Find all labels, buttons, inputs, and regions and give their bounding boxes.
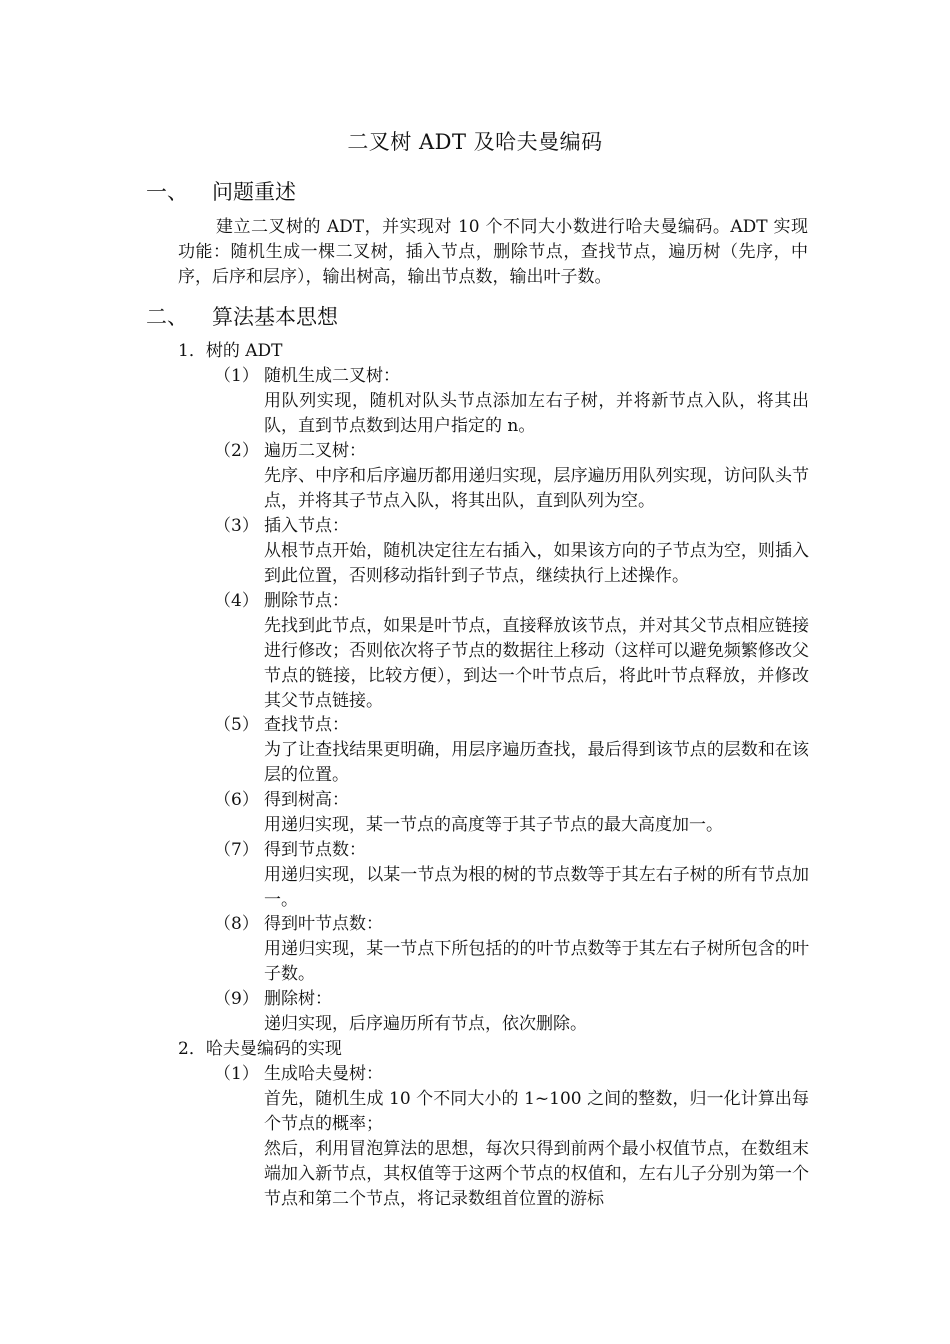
item-body: 递归实现，后序遍历所有节点，依次删除。 bbox=[264, 1014, 587, 1034]
item-number: （1） bbox=[214, 366, 259, 386]
item-body: 用递归实现，以某一节点为根的树的节点数等于其左右子树的所有节点加一。 bbox=[264, 865, 809, 910]
item-heading: 得到树高： bbox=[264, 790, 349, 810]
item-heading: 生成哈夫曼树： bbox=[264, 1064, 383, 1084]
item-number: （9） bbox=[214, 989, 259, 1009]
problem-statement-paragraph: 建立二叉树的 ADT，并实现对 10 个不同大小数进行哈夫曼编码。ADT 实现功能：随机生成一棵二叉树，插入节点，删除节点，查找节点，遍历树（先序，中序，后序和层序），输出树高，输出节点数，输出叶子数。 bbox=[178, 217, 808, 287]
item-body-paragraph: 首先，随机生成 10 个不同大小的 1~100 之间的整数，归一化计算出每个节点的概率； bbox=[264, 1089, 809, 1134]
item-number: （7） bbox=[214, 840, 259, 860]
section-1-heading bbox=[146, 176, 296, 206]
item-number: （4） bbox=[214, 591, 259, 611]
list-item bbox=[214, 1062, 809, 1212]
item-heading: 删除树： bbox=[264, 989, 332, 1009]
list-item bbox=[214, 788, 809, 838]
item-body bbox=[264, 1087, 809, 1212]
item-number: （8） bbox=[214, 914, 259, 934]
section-2-title: 算法基本思想 bbox=[212, 305, 338, 329]
item-body: 从根节点开始，随机决定往左右插入，如果该方向的子节点为空，则插入到此位置，否则移动指针到子节点，继续执行上述操作。 bbox=[264, 541, 809, 586]
item-number: （1） bbox=[214, 1064, 259, 1084]
subsection-tree-adt: 1．树的 ADT bbox=[178, 341, 283, 361]
item-body: 用队列实现，随机对队头节点添加左右子树，并将新节点入队，将其出队，直到节点数到达用户指定的 n。 bbox=[264, 391, 809, 436]
section-2-number: 二、 bbox=[146, 305, 188, 329]
section-1-number: 一、 bbox=[146, 180, 188, 204]
list-item bbox=[214, 364, 809, 439]
item-heading: 得到节点数： bbox=[264, 840, 366, 860]
list-item bbox=[214, 912, 809, 987]
item-body: 先找到此节点，如果是叶节点，直接释放该节点，并对其父节点相应链接进行修改；否则依次将子节点的数据往上移动（这样可以避免频繁修改父节点的链接，比较方便），到达一个叶节点后，将此叶节点释放，并修改其父节点链接。 bbox=[264, 616, 809, 711]
list-item bbox=[214, 838, 809, 913]
item-heading: 删除节点： bbox=[264, 591, 349, 611]
item-body: 先序、中序和后序遍历都用递归实现，层序遍历用队列实现，访问队头节点，并将其子节点入队，将其出队，直到队列为空。 bbox=[264, 466, 809, 511]
section-2-heading bbox=[146, 301, 338, 331]
section-1-title: 问题重述 bbox=[212, 180, 296, 204]
item-number: （6） bbox=[214, 790, 259, 810]
list-item bbox=[214, 987, 809, 1037]
item-number: （3） bbox=[214, 516, 259, 536]
item-number: （5） bbox=[214, 715, 259, 735]
document-title: 二叉树 ADT 及哈夫曼编码 bbox=[347, 130, 603, 154]
item-body-paragraph: 然后，利用冒泡算法的思想，每次只得到前两个最小权值节点，在数组末端加入新节点，其权值等于这两个节点的权值和，左右儿子分别为第一个节点和第二个节点，将记录数组首位置的游标 bbox=[264, 1139, 809, 1209]
item-number: （2） bbox=[214, 441, 259, 461]
list-item bbox=[214, 713, 809, 788]
item-heading: 得到叶节点数： bbox=[264, 914, 383, 934]
subsection-huffman: 2．哈夫曼编码的实现 bbox=[178, 1039, 342, 1059]
item-body: 用递归实现，某一节点的高度等于其子节点的最大高度加一。 bbox=[264, 815, 723, 835]
item-heading: 查找节点： bbox=[264, 715, 349, 735]
list-item bbox=[214, 589, 809, 714]
item-heading: 插入节点： bbox=[264, 516, 349, 536]
list-item bbox=[214, 514, 809, 589]
item-heading: 随机生成二叉树： bbox=[264, 366, 400, 386]
item-body: 为了让查找结果更明确，用层序遍历查找，最后得到该节点的层数和在该层的位置。 bbox=[264, 740, 809, 785]
list-item bbox=[214, 439, 809, 514]
item-body: 用递归实现，某一节点下所包括的的叶节点数等于其左右子树所包含的叶子数。 bbox=[264, 939, 809, 984]
item-heading: 遍历二叉树： bbox=[264, 441, 366, 461]
